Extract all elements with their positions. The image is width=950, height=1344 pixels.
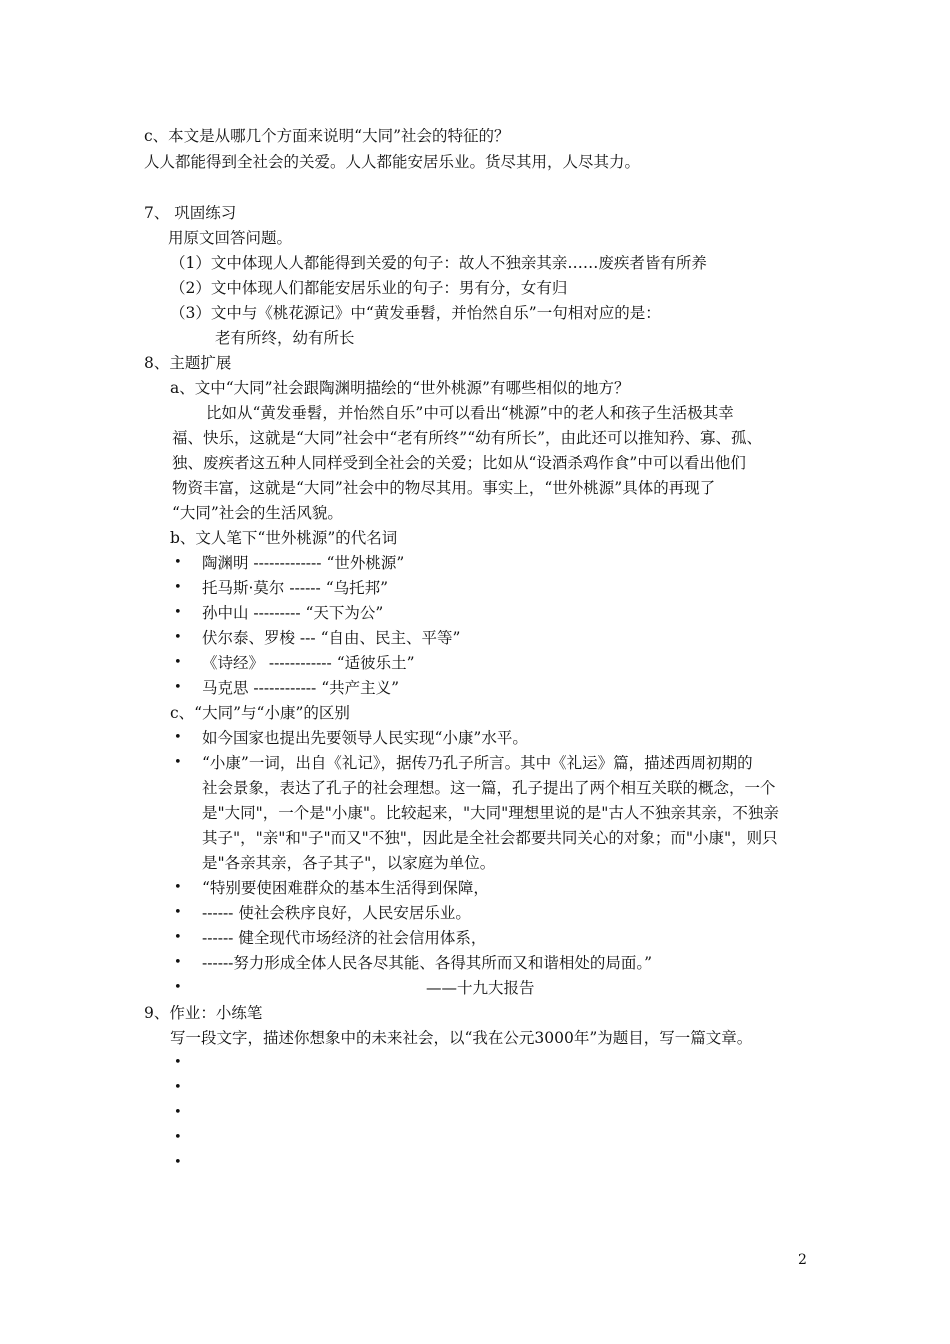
list-item-line: 其子"，"亲"和"子"而又"不独"，因此是全社会都要共同关心的对象；而"小康"，则只 — [202, 829, 778, 847]
bullet: • — [174, 1130, 182, 1145]
bullet: • — [174, 955, 182, 970]
bullet: • — [174, 580, 182, 595]
list-item-line: “小康”一词，出自《礼记》，据传乃孔子所言。其中《礼运》篇，描述西周初期的 — [202, 754, 753, 772]
section-8b-heading: b、文人笔下“世外桃源”的代名词 — [170, 529, 398, 547]
section-7-q2: （2）文中体现人们都能安居乐业的句子：男有分，女有归 — [170, 279, 568, 297]
section-8a-paragraph-line: 独、废疾者这五种人同样受到全社会的关爱；比如从“设酒杀鸡作食”中可以看出他们 — [172, 454, 746, 472]
section-7-heading: 7、 巩固练习 — [144, 204, 237, 222]
section-8a-paragraph-line: “大同”社会的生活风貌。 — [172, 504, 343, 522]
section-8a-paragraph-line: 比如从“黄发垂髫，并怡然自乐”中可以看出“桃源”中的老人和孩子生活极其幸 — [206, 404, 734, 422]
list-item: 孙中山 --------- “天下为公” — [202, 604, 384, 622]
quote-line: ------ 健全现代市场经济的社会信用体系， — [202, 929, 487, 947]
section-9-heading: 9、作业：小练笔 — [144, 1004, 263, 1022]
bullet: • — [174, 905, 182, 920]
section-8c-heading: c、“大同”与“小康”的区别 — [170, 704, 350, 722]
list-item: 《诗经》 ------------ “适彼乐土” — [202, 654, 415, 672]
list-item: 伏尔泰、罗梭 --- “自由、民主、平等” — [202, 629, 461, 647]
section-7-q3: （3）文中与《桃花源记》中“黄发垂髫，并怡然自乐”一句相对应的是： — [170, 304, 661, 322]
bullet: • — [174, 1080, 182, 1095]
section-8a-question: a、文中“大同”社会跟陶渊明描绘的“世外桃源”有哪些相似的地方？ — [170, 379, 630, 397]
bullet: • — [174, 930, 182, 945]
c-question: c、本文是从哪几个方面来说明“大同”社会的特征的？ — [144, 127, 510, 145]
list-item: 马克思 ------------ “共产主义” — [202, 679, 400, 697]
section-9-task: 写一段文字，描述你想象中的未来社会，以“我在公元3000年”为题目，写一篇文章。 — [170, 1029, 753, 1047]
list-item-line: 是"各亲其亲，各子其子"，以家庭为单位。 — [202, 854, 496, 872]
bullet: • — [174, 1105, 182, 1120]
bullet: • — [174, 755, 182, 770]
quote-source: ——十九大报告 — [426, 979, 535, 997]
section-7-intro: 用原文回答问题。 — [168, 229, 293, 247]
bullet: • — [174, 655, 182, 670]
section-7-q1: （1）文中体现人人都能得到关爱的句子：故人不独亲其亲……废疾者皆有所养 — [170, 254, 707, 272]
section-8-heading: 8、主题扩展 — [144, 354, 232, 372]
section-8a-paragraph-line: 福、快乐，这就是“大同”社会中“老有所终”“幼有所长”，由此还可以推知矜、寡、孤、 — [172, 429, 763, 447]
bullet: • — [174, 880, 182, 895]
list-item: 托马斯·莫尔 ------ “乌托邦” — [202, 579, 389, 597]
quote-line: ------ 使社会秩序良好，人民安居乐业。 — [202, 904, 471, 922]
quote-line: “特别要使困难群众的基本生活得到保障， — [202, 879, 489, 897]
bullet: • — [174, 555, 182, 570]
section-7-q3-answer: 老有所终，幼有所长 — [215, 329, 355, 347]
section-8a-paragraph-line: 物资丰富，这就是“大同”社会中的物尽其用。事实上，“世外桃源”具体的再现了 — [172, 479, 716, 497]
bullet: • — [174, 680, 182, 695]
bullet: • — [174, 630, 182, 645]
bullet: • — [174, 730, 182, 745]
bullet: • — [174, 980, 182, 995]
bullet: • — [174, 1155, 182, 1170]
list-item: 如今国家也提出先要领导人民实现“小康”水平。 — [202, 729, 528, 747]
bullet: • — [174, 605, 182, 620]
quote-line: ------努力形成全体人民各尽其能、各得其所而又和谐相处的局面。” — [202, 954, 653, 972]
list-item-line: 是"大同"，一个是"小康"。比较起来，"大同"理想里说的是"古人不独亲其亲，不独亲 — [202, 804, 779, 822]
list-item: 陶渊明 ------------- “世外桃源” — [202, 554, 405, 572]
list-item-line: 社会景象，表达了孔子的社会理想。这一篇，孔子提出了两个相互关联的概念，一个 — [202, 779, 776, 797]
bullet: • — [174, 1055, 182, 1070]
page-number: 2 — [798, 1252, 807, 1268]
c-answer: 人人都能得到全社会的关爱。人人都能安居乐业。货尽其用，人尽其力。 — [144, 153, 641, 171]
